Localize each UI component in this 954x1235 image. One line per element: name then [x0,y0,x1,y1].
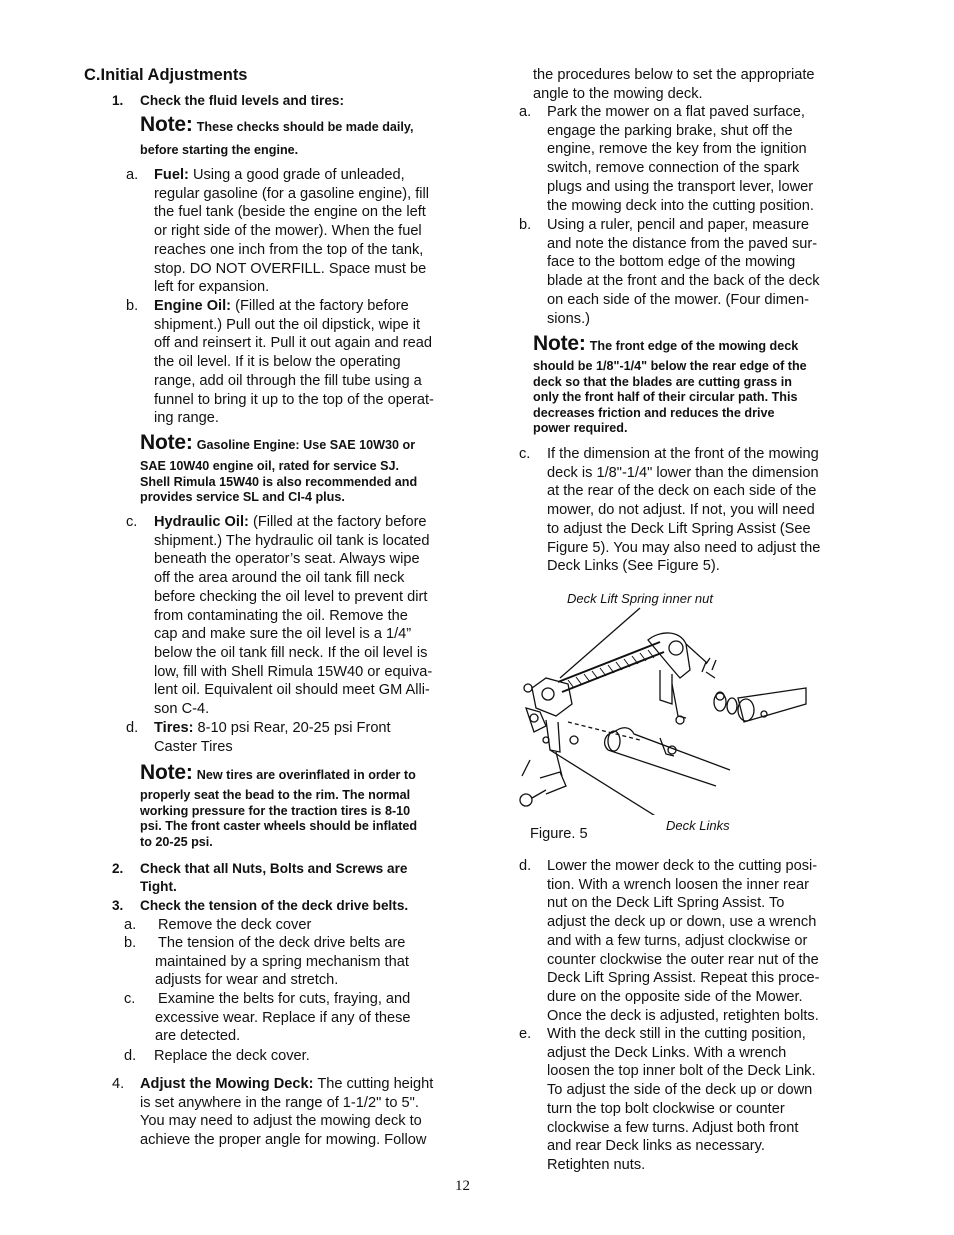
right-e-line: loosen the top inner bolt of the Deck Link. [547,1063,816,1080]
figure-label-spring: Deck Lift Spring inner nut [567,591,713,606]
right-e-line: Retighten nuts. [547,1156,646,1173]
belt-b-letter: b. [124,935,137,951]
right-e-item [547,1025,857,1175]
engine-oil-line: the oil level. If it is below the operating [154,354,401,371]
right-note-line: only the front half of their circular path. This [533,390,798,404]
note-1-line-1: These checks should be made daily, [196,120,414,134]
right-b-line: blade at the front and the back of the deck [547,273,820,290]
fuel-letter: a. [126,167,139,183]
right-b-item [547,216,857,328]
continued-line: the procedures below to set the appropriate [533,67,815,83]
belt-d-line: Replace the deck cover. [154,1048,310,1064]
fuel-line: stop. DO NOT OVERFILL. Space must be [154,260,427,277]
step-3-title: Check the tension of the deck drive belts. [140,898,409,913]
belt-c-line: Examine the belts for cuts, fraying, and [158,991,411,1007]
right-c-line: If the dimension at the front of the mowing [547,446,819,462]
belt-d-letter: d. [124,1048,137,1064]
hydraulic-line: below the oil tank fill neck. If the oil level is [154,644,428,661]
right-d-line: Once the deck is adjusted, retighten bolts. [547,1007,819,1024]
note-2-line: SAE 10W40 engine oil, rated for service SJ. [140,459,399,473]
engine-oil-line: shipment.) Pull out the oil dipstick, wipe it [154,316,421,333]
right-c-line: at the rear of the deck on each side of the [547,483,817,500]
right-note-rest [533,359,863,437]
note-3 [140,761,470,785]
note-3-line: to 20-25 psi. [140,834,213,849]
tires-item [154,719,464,756]
right-c-line: deck is 1/8"-1/4" lower than the dimension [547,464,819,481]
hydraulic-line: beneath the operator’s seat. Always wipe [154,551,420,568]
right-d-line: Deck Lift Spring Assist. Repeat this proce- [547,970,820,987]
fuel-line: regular gasoline (for a gasoline engine), fill [154,185,430,202]
belt-c-line: are detected. [155,1028,241,1045]
tires-label: Tires: [154,720,194,736]
engine-oil-line: (Filled at the factory before [235,298,409,314]
right-b-line: Using a ruler, pencil and paper, measure [547,217,810,233]
page-number: 12 [455,1178,470,1194]
right-d-line: dure on the opposite side of the Mower. [547,988,803,1005]
step-2-text [140,860,407,896]
note-2-line: provides service SL and CI-4 plus. [140,490,345,504]
step-2-number: 2. [112,861,124,876]
right-c-item [547,445,857,576]
figure-label-links: Deck Links [666,818,730,833]
right-note [533,332,863,356]
engine-oil-line: off and reinsert it. Pull it out again and read [154,335,433,352]
belt-b-line: adjusts for wear and stretch. [155,972,339,989]
note-3-line: working pressure for the traction tires is 8-10 [140,803,411,818]
right-a-line: engine, remove the key from the ignition [547,141,807,158]
hydraulic-line: before checking the oil level to prevent dirt [154,588,428,605]
right-b-line: on each side of the mower. (Four dimen- [547,291,810,308]
fuel-line: reaches one inch from the top of the tank, [154,241,424,258]
links-leader-line [550,750,665,815]
right-c-line: to adjust the Deck Lift Spring Assist (See [547,520,811,537]
hydraulic-line: lent oil. Equivalent oil should meet GM Alli- [154,682,430,699]
step-4-continued [533,66,853,103]
hydraulic-line: from contaminating the oil. Remove the [154,607,408,624]
right-d-line: tion. With a wrench loosen the inner rear [547,876,810,893]
right-note-line: The front edge of the mowing deck [589,339,799,353]
fuel-line: the fuel tank (beside the engine on the left [154,204,426,221]
right-a-item [547,103,857,215]
engine-oil-line: funnel to bring it up to the top of the operat- [154,391,434,408]
step-1-title: Check the fluid levels and tires: [140,93,344,108]
note-2-line: Gasoline Engine: Use SAE 10W30 or [196,438,416,452]
note-3-line: properly seat the bead to the rim. The normal [140,788,411,802]
right-note-line: decreases friction and reduces the drive [533,405,775,420]
right-note-word: Note: [533,332,586,355]
belt-b-line: maintained by a spring mechanism that [155,953,409,970]
right-e-line: With the deck still in the cutting position, [547,1026,806,1042]
right-e-line: turn the top bolt clockwise or counter [547,1100,785,1117]
belt-b-line: The tension of the deck drive belts are [158,935,406,951]
note-2 [140,431,470,455]
hydraulic-line: cap and make sure the oil level is a 1/4” [154,626,412,643]
right-note-line: deck so that the blades are cutting grass in [533,374,792,389]
right-c-line: Deck Links (See Figure 5). [547,558,720,575]
step-4-line: is set anywhere in the range of 1-1/2" to 5". [140,1094,419,1111]
right-note-line: power required. [533,421,628,435]
right-a-line: the mowing deck into the cutting position. [547,197,814,214]
step-4-line: achieve the proper angle for mowing. Follow [140,1132,427,1149]
right-note-line: should be 1/8"-1/4" below the rear edge of the [533,359,807,373]
step-4-line: The cutting height [317,1076,434,1092]
note-3-line: New tires are overinflated in order to [196,768,416,782]
right-d-line: counter clockwise the outer rear nut of the [547,951,819,968]
right-a-line: switch, remove connection of the spark [547,160,800,177]
continued-line: angle to the mowing deck. [533,85,703,102]
right-d-line: and with a few turns, adjust clockwise or [547,932,808,949]
step-2-line: Check that all Nuts, Bolts and Screws are [140,861,408,876]
note-1-word: Note: [140,113,193,136]
fuel-line: or right side of the mower). When the fuel [154,223,422,240]
right-a-line: plugs and using the transport lever, lower [547,178,814,195]
belt-a-letter: a. [124,917,137,933]
right-d-line: adjust the deck up or down, use a wrench [547,914,817,931]
right-a-line: engage the parking brake, shut off the [547,122,793,139]
belt-c-letter: c. [124,991,136,1007]
step-4-item [140,1075,460,1150]
figure-caption: Figure. 5 [530,826,588,842]
right-a-letter: a. [519,104,532,120]
hydraulic-item [154,513,464,719]
note-3-line: psi. The front caster wheels should be inflated [140,819,418,833]
section-title: C.Initial Adjustments [84,66,248,84]
hydraulic-letter: c. [126,514,138,530]
note-3-word: Note: [140,761,193,784]
engine-oil-letter: b. [126,298,139,314]
right-b-letter: b. [519,217,532,233]
fuel-label: Fuel: [154,167,189,183]
spring-leader-line [560,608,640,678]
hydraulic-line: son C-4. [154,701,210,718]
step-4-label: Adjust the Mowing Deck: [140,1076,314,1092]
engine-oil-line: range, add oil through the fill tube using a [154,372,422,389]
hydraulic-line: (Filled at the factory before [252,514,427,530]
right-e-line: clockwise a few turns. Adjust both front [547,1119,799,1136]
hydraulic-line: off the area around the oil tank fill neck [154,570,405,587]
right-e-line: To adjust the side of the deck up or down [547,1082,813,1099]
hydraulic-label: Hydraulic Oil: [154,514,249,530]
step-2-line: Tight. [140,879,177,894]
tires-letter: d. [126,720,139,736]
right-d-line: Lower the mower deck to the cutting posi- [547,858,818,874]
engine-oil-item [154,297,464,428]
step-3-number: 3. [112,898,124,913]
right-d-letter: d. [519,858,532,874]
belt-c-item [155,990,465,1046]
belt-b-item [155,934,465,990]
tires-line: Caster Tires [154,738,233,755]
fuel-line: Using a good grade of unleaded, [192,167,405,183]
right-b-line: sions.) [547,310,590,327]
note-2-rest [140,459,470,506]
right-e-letter: e. [519,1026,532,1042]
right-c-letter: c. [519,446,531,462]
step-1-number: 1. [112,93,124,108]
engine-oil-label: Engine Oil: [154,298,232,314]
right-e-line: and rear Deck links as necessary. [547,1138,765,1155]
right-b-line: and note the distance from the paved sur- [547,235,818,252]
belt-c-line: excessive wear. Replace if any of these [155,1009,411,1026]
engine-oil-line: ing range. [154,410,219,427]
right-a-line: Park the mower on a flat paved surface, [547,104,805,120]
tires-line: 8-10 psi Rear, 20-25 psi Front [197,720,391,736]
note-3-rest [140,788,470,850]
note-2-line: Shell Rimula 15W40 is also recommended and [140,474,418,489]
right-d-line: nut on the Deck Lift Spring Assist. To [547,895,785,912]
note-1-line-2: before starting the engine. [140,143,299,157]
hydraulic-line: shipment.) The hydraulic oil tank is located [154,532,430,549]
step-4-number: 4. [112,1076,125,1092]
right-c-line: mower, do not adjust. If not, you will need [547,502,815,519]
deck-assembly-figure [510,600,820,815]
hydraulic-line: low, fill with Shell Rimula 15W40 or equiva- [154,663,433,680]
right-c-line: Figure 5). You may also need to adjust the [547,539,821,556]
note-2-word: Note: [140,431,193,454]
belt-a-line: Remove the deck cover [158,917,312,933]
fuel-item [154,166,464,297]
right-b-line: face to the bottom edge of the mowing [547,254,796,271]
step-4-line: You may need to adjust the mowing deck to [140,1113,422,1130]
right-d-item [547,857,857,1025]
fuel-line: left for expansion. [154,279,270,296]
right-e-line: adjust the Deck Links. With a wrench [547,1044,787,1061]
note-1 [140,113,470,137]
